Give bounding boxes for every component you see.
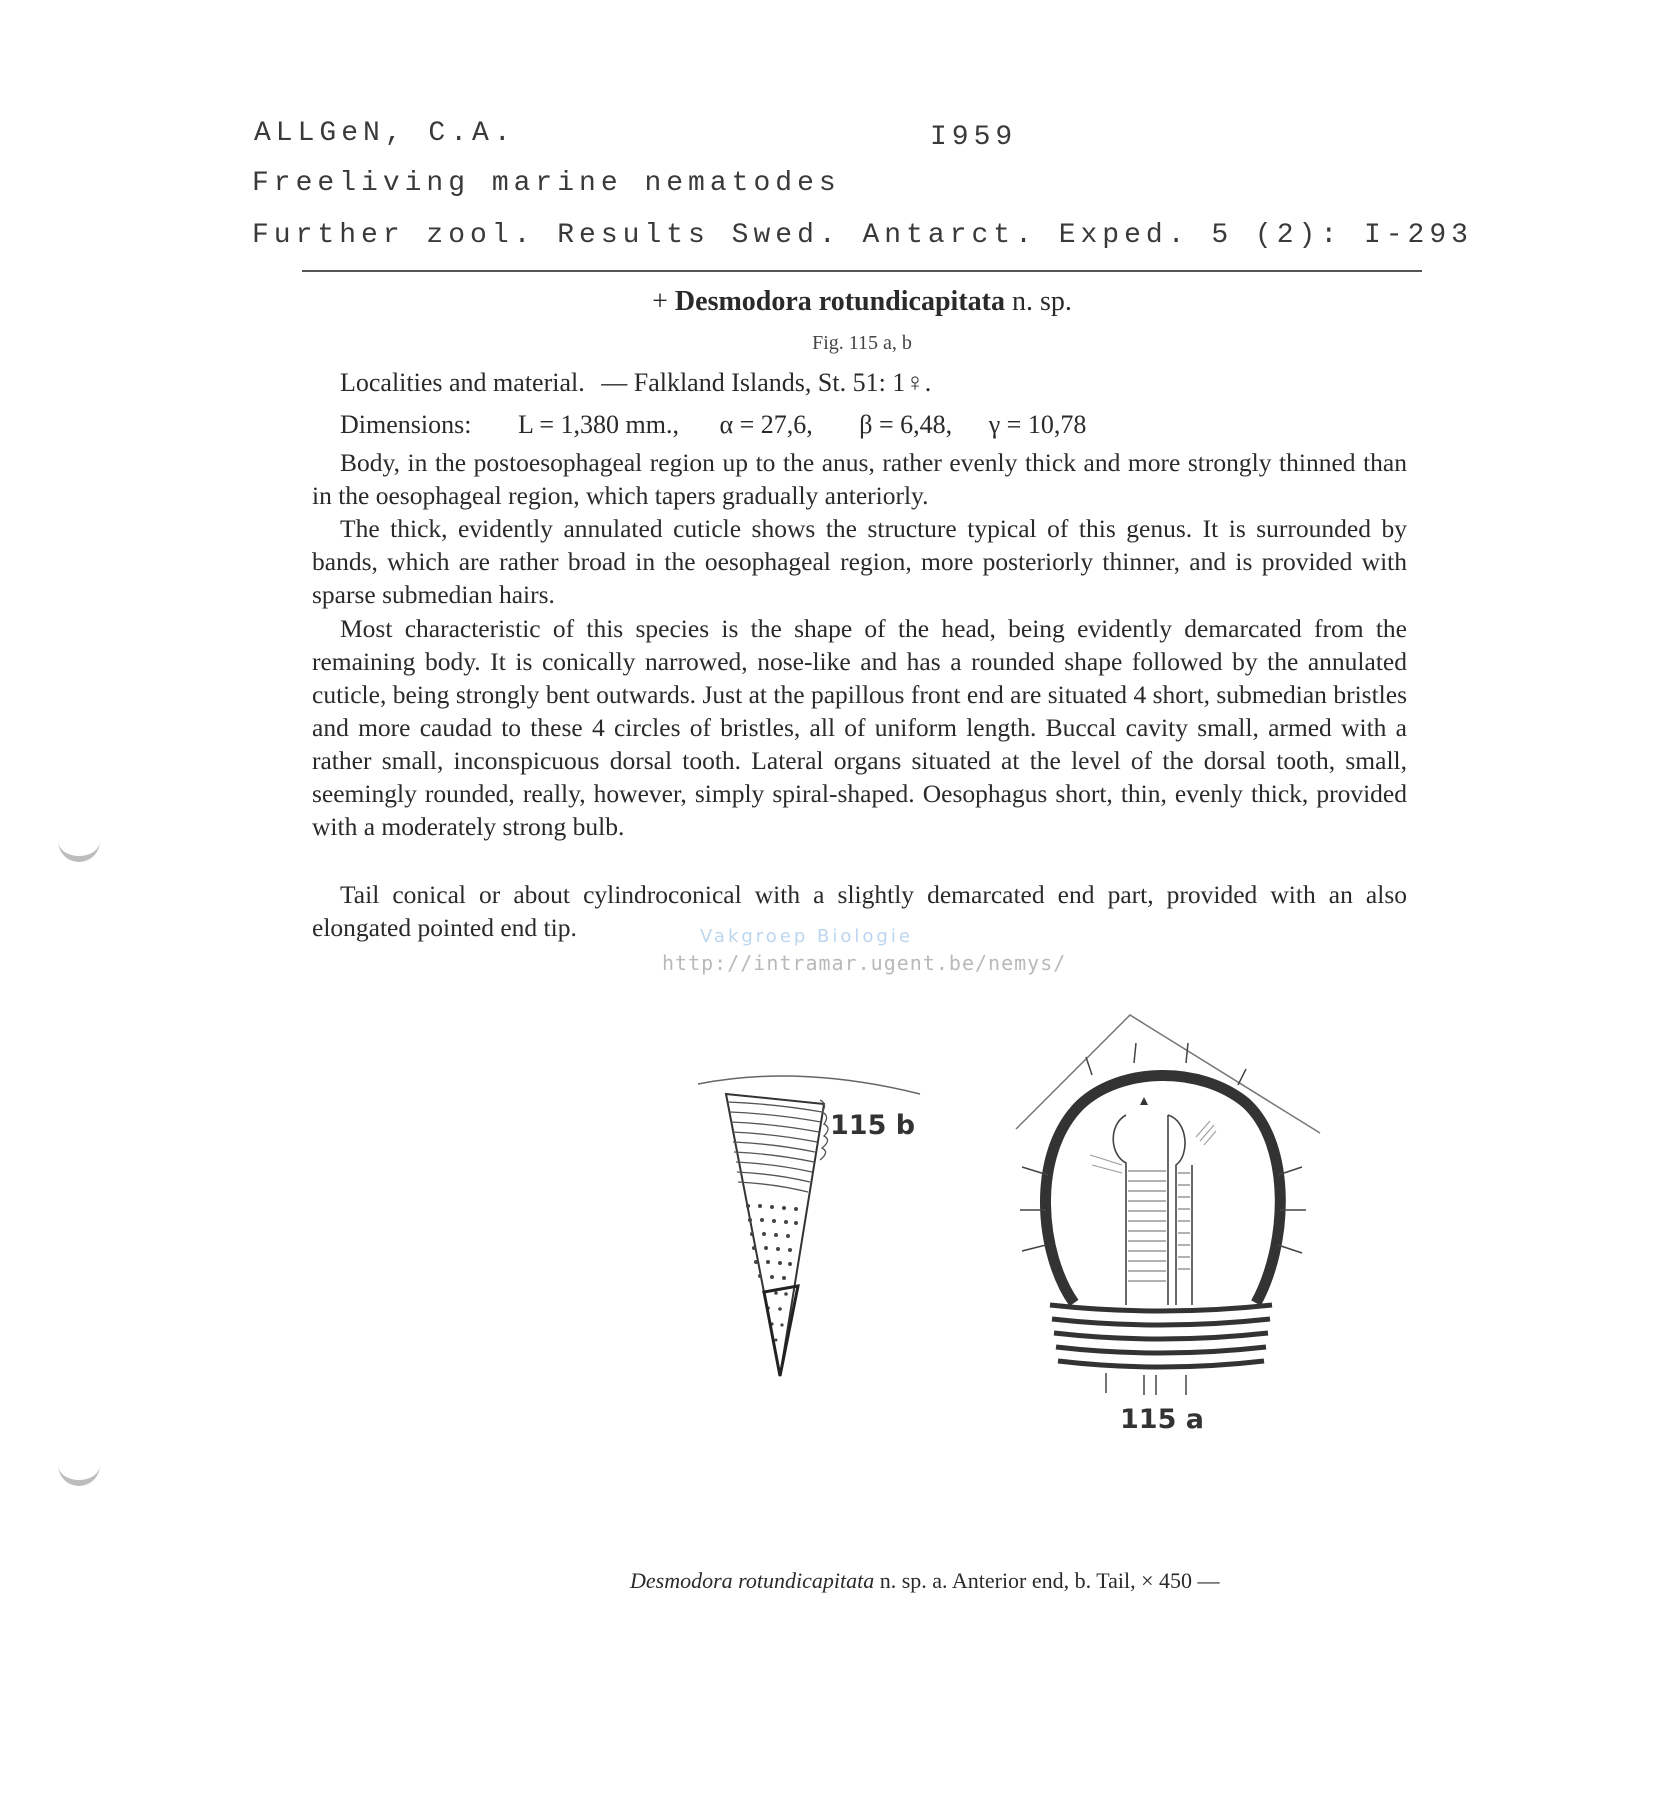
work-title: Freeliving marine nematodes <box>252 168 841 199</box>
figure-label-115a: 115 a <box>1120 1404 1204 1435</box>
caption-species: Desmodora rotundicapitata <box>630 1568 875 1593</box>
paragraph-head: Most characteristic of this species is the shape of the head, being evidently demarcated from the remaining body. It is conically narrowed, nose-like and has a rounded shape followed by the annulated cuticle, being strongly bent outwards. Just at the papillous front end are situated 4 short, submedian bristles and more caudad to these 4 circles of bristles, all of uniform length. Buccal cavity small, armed with a rather small, inconspicuous dorsal tooth. Lateral organs situated at the level of the dorsal tooth, small, seemingly rounded, really, however, simply spiral-shaped. Oesophagus short, thin, evenly thick, provided with a moderately strong bulb. <box>312 614 1407 841</box>
journal-reference: Further zool. Results Swed. Antarct. Exped. 5 (2): I-293 <box>252 220 1473 251</box>
author-line: ALLGeN, C.A. <box>254 118 516 149</box>
localities-value: — Falkland Islands, St. 51: 1♀. <box>601 368 932 397</box>
header-rule <box>302 270 1422 272</box>
species-name: Desmodora rotundicapitata <box>674 286 1005 317</box>
localities-line <box>340 368 931 398</box>
species-title <box>302 286 1422 318</box>
dimension-gamma: γ = 10,78 <box>988 410 1087 439</box>
paragraph-cuticle: The thick, evidently annulated cuticle shows the structure typical of this genus. It is surrounded by bands, which are rather broad in the oesophageal region, more posteriorly thinner, and is provided with sparse submedian hairs. <box>312 514 1407 609</box>
figure-label-115b: 115 b <box>830 1110 916 1141</box>
paragraph-tail: Tail conical or about cylindroconical with a slightly demarcated end part, provided with an also elongated pointed end tip. <box>312 880 1407 942</box>
dimension-alpha: α = 27,6, <box>719 410 813 439</box>
binder-hole-top <box>58 836 100 862</box>
dimension-beta: β = 6,48, <box>859 410 953 439</box>
dimensions-line <box>340 410 1086 440</box>
figure-reference: Fig. 115 a, b <box>812 332 912 354</box>
localities-label: Localities and material. <box>340 368 585 397</box>
watermark-text: Vakgroep Biologie <box>700 926 913 947</box>
binder-hole-bottom <box>58 1460 100 1486</box>
caption-text: n. sp. a. Anterior end, b. Tail, × 450 — <box>879 1568 1220 1593</box>
extinct-marker: + <box>652 286 668 317</box>
figure-115b-tail-drawing <box>690 1060 930 1380</box>
year: I959 <box>930 122 1018 153</box>
paragraph-body: Body, in the postoesophageal region up to the anus, rather evenly thick and more strongly thinned than in the oesophageal region, which tapers gradually anteriorly. <box>312 448 1407 510</box>
figure-caption <box>630 1568 1220 1594</box>
figure-115a-anterior-drawing <box>1010 1005 1340 1405</box>
watermark-url: http://intramar.ugent.be/nemys/ <box>662 951 1067 975</box>
species-suffix: n. sp. <box>1011 286 1072 317</box>
dimension-L: L = 1,380 mm., <box>517 410 679 439</box>
dimensions-label: Dimensions: <box>340 410 472 439</box>
